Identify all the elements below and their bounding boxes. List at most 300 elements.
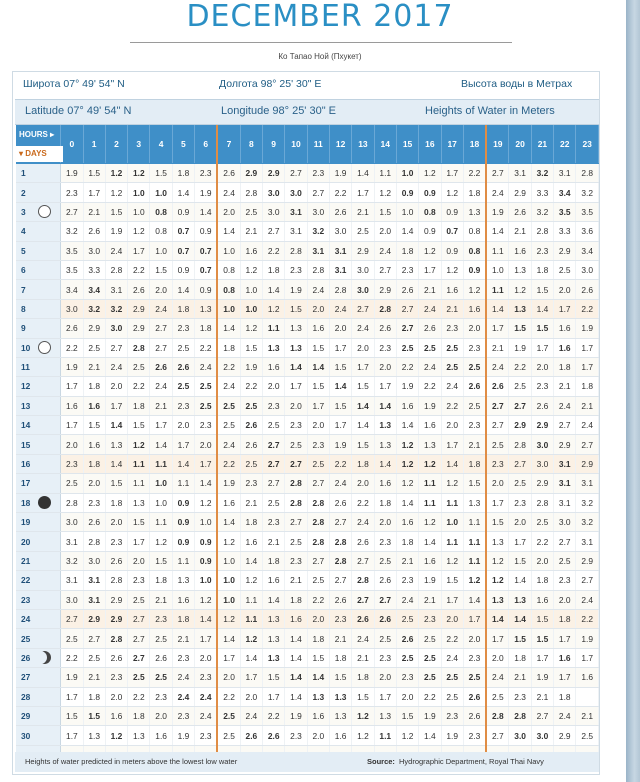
en-longitude: Longitude 98° 25' 30" E xyxy=(221,105,336,117)
height-cell: 1.5 xyxy=(263,668,285,687)
height-cell: 1.6 xyxy=(396,396,418,415)
height-cell: 3.4 xyxy=(554,183,576,202)
height-cell: 2.3 xyxy=(285,551,307,570)
height-cell: 1.8 xyxy=(463,183,486,202)
height-cell: 1.2 xyxy=(240,571,262,590)
day-row-25 xyxy=(16,629,599,648)
height-cell: 1.3 xyxy=(329,706,351,725)
height-cell: 2.3 xyxy=(128,571,150,590)
page-title: DECEMBER 2017 xyxy=(186,0,454,34)
height-cell: 1.2 xyxy=(240,260,262,279)
height-cell: 3.0 xyxy=(554,513,576,532)
height-cell: 2.5 xyxy=(263,416,285,435)
height-cell: 2.9 xyxy=(83,319,105,338)
height-cell: 1.2 xyxy=(396,726,418,745)
height-cell: 1.5 xyxy=(83,416,105,435)
height-cell: 1.4 xyxy=(509,609,531,628)
height-cell: 1.2 xyxy=(441,260,463,279)
day-row-24 xyxy=(16,609,599,628)
height-cell: 2.5 xyxy=(217,396,240,415)
height-cell: 3.0 xyxy=(83,241,105,260)
height-cell: 2.6 xyxy=(172,357,194,376)
height-cell: 2.0 xyxy=(307,416,329,435)
day-label: 20 xyxy=(16,532,61,551)
height-cell: 2.7 xyxy=(486,164,509,183)
height-cell: 2.5 xyxy=(463,668,486,687)
ru-longitude: Долгота 98° 25' 30" E xyxy=(219,78,322,90)
height-cell: 2.5 xyxy=(83,648,105,667)
height-cell: 2.5 xyxy=(441,357,463,376)
height-cell: 1.6 xyxy=(419,551,441,570)
height-cell: 2.9 xyxy=(576,551,599,570)
height-cell: 2.6 xyxy=(105,551,127,570)
height-cell: 1.6 xyxy=(172,590,194,609)
height-cell: 1.5 xyxy=(307,377,329,396)
height-cell: 1.8 xyxy=(329,648,351,667)
height-cell: 1.3 xyxy=(263,338,285,357)
height-cell: 2.1 xyxy=(150,590,172,609)
height-cell: 2.3 xyxy=(195,416,218,435)
height-cell: 2.8 xyxy=(509,706,531,725)
height-cell: 2.0 xyxy=(217,668,240,687)
height-cell: 2.8 xyxy=(352,571,374,590)
height-cell: 2.2 xyxy=(441,629,463,648)
height-cell: 2.4 xyxy=(486,357,509,376)
height-cell: 2.2 xyxy=(463,164,486,183)
height-cell: 1.3 xyxy=(307,687,329,706)
height-cell: 3.0 xyxy=(83,551,105,570)
height-cell: 2.5 xyxy=(172,377,194,396)
height-cell: 1.8 xyxy=(217,338,240,357)
height-cell: 2.6 xyxy=(396,280,418,299)
height-cell: 1.8 xyxy=(396,532,418,551)
height-cell: 2.9 xyxy=(509,416,531,435)
height-cell: 2.3 xyxy=(240,474,262,493)
height-cell: 1.4 xyxy=(509,571,531,590)
height-cell: 2.4 xyxy=(486,668,509,687)
height-cell: 2.8 xyxy=(105,571,127,590)
height-cell: 2.6 xyxy=(240,435,262,454)
first-quarter-moon-icon xyxy=(38,651,51,664)
height-cell: 2.0 xyxy=(374,357,396,376)
height-cell: 1.6 xyxy=(554,648,576,667)
height-cell: 2.5 xyxy=(150,668,172,687)
height-cell: 0.9 xyxy=(463,260,486,279)
height-cell: 2.4 xyxy=(486,183,509,202)
height-cell: 1.4 xyxy=(396,493,418,512)
height-cell: 0.8 xyxy=(463,222,486,241)
height-cell: 2.7 xyxy=(263,435,285,454)
height-cell: 1.1 xyxy=(263,319,285,338)
height-cell: 3.2 xyxy=(531,164,553,183)
height-cell: 1.2 xyxy=(240,629,262,648)
height-cell: 1.3 xyxy=(285,338,307,357)
height-cell: 0.9 xyxy=(172,493,194,512)
height-cell: 1.0 xyxy=(396,202,418,221)
day-label: 1 xyxy=(16,164,61,183)
height-cell: 2.7 xyxy=(329,513,351,532)
height-cell: 2.7 xyxy=(263,454,285,473)
height-cell: 2.1 xyxy=(83,202,105,221)
height-cell: 3.0 xyxy=(352,260,374,279)
height-cell: 2.4 xyxy=(329,299,351,318)
height-cell: 3.3 xyxy=(554,222,576,241)
height-cell: 3.6 xyxy=(576,222,599,241)
height-cell: 1.4 xyxy=(285,668,307,687)
height-cell: 1.4 xyxy=(486,299,509,318)
height-cell: 1.5 xyxy=(531,629,553,648)
height-cell: 1.2 xyxy=(195,493,218,512)
height-cell: 2.9 xyxy=(128,319,150,338)
height-cell: 1.5 xyxy=(531,609,553,628)
height-cell: 2.6 xyxy=(374,571,396,590)
height-cell: 1.2 xyxy=(419,241,441,260)
height-cell: 2.6 xyxy=(463,377,486,396)
height-cell: 1.9 xyxy=(396,377,418,396)
hour-header-8: 8 xyxy=(240,125,262,164)
height-cell: 1.7 xyxy=(128,241,150,260)
height-cell: 2.3 xyxy=(307,435,329,454)
height-cell: 2.6 xyxy=(352,532,374,551)
height-cell: 2.8 xyxy=(285,493,307,512)
height-cell: 2.1 xyxy=(441,299,463,318)
height-cell: 1.7 xyxy=(329,416,351,435)
height-cell: 1.8 xyxy=(83,377,105,396)
height-cell: 2.2 xyxy=(329,454,351,473)
height-cell: 1.9 xyxy=(285,280,307,299)
height-cell: 2.4 xyxy=(329,474,351,493)
day-label: 2 xyxy=(16,183,61,202)
height-cell: 2.0 xyxy=(486,648,509,667)
height-cell: 1.0 xyxy=(217,571,240,590)
height-cell: 2.7 xyxy=(150,319,172,338)
height-cell: 1.5 xyxy=(329,668,351,687)
height-cell: 1.4 xyxy=(195,609,218,628)
day-label: 18 xyxy=(16,493,61,512)
day-row-23 xyxy=(16,590,599,609)
height-cell: 1.7 xyxy=(531,648,553,667)
height-cell: 2.2 xyxy=(128,260,150,279)
height-cell: 0.9 xyxy=(419,183,441,202)
day-label: 5 xyxy=(16,241,61,260)
day-row-26 xyxy=(16,648,599,667)
height-cell: 2.2 xyxy=(396,357,418,376)
height-cell: 2.5 xyxy=(419,338,441,357)
day-label: 4 xyxy=(16,222,61,241)
height-cell: 1.4 xyxy=(486,222,509,241)
height-cell: 2.5 xyxy=(128,668,150,687)
height-cell: 2.6 xyxy=(531,396,553,415)
height-cell: 2.2 xyxy=(128,377,150,396)
hour-header-11: 11 xyxy=(307,125,329,164)
hour-header-7: 7 xyxy=(217,125,240,164)
height-cell: 2.5 xyxy=(128,357,150,376)
height-cell: 1.5 xyxy=(105,474,127,493)
height-cell: 1.7 xyxy=(240,668,262,687)
height-cell: 2.0 xyxy=(463,629,486,648)
height-cell: 2.3 xyxy=(329,609,351,628)
height-cell: 1.5 xyxy=(531,319,553,338)
hour-header-0: 0 xyxy=(61,125,83,164)
height-cell: 2.0 xyxy=(441,416,463,435)
height-cell: 2.4 xyxy=(554,706,576,725)
height-cell: 2.6 xyxy=(128,280,150,299)
height-cell: 1.2 xyxy=(105,183,127,202)
height-cell: 1.5 xyxy=(509,629,531,648)
height-cell: 2.0 xyxy=(195,435,218,454)
height-cell: 1.4 xyxy=(195,474,218,493)
footer-source-label: Source: xyxy=(367,757,395,766)
height-cell: 1.4 xyxy=(217,629,240,648)
height-cell: 2.2 xyxy=(419,377,441,396)
height-cell: 1.1 xyxy=(463,551,486,570)
height-cell: 1.5 xyxy=(83,164,105,183)
height-cell: 3.5 xyxy=(554,202,576,221)
height-cell: 2.3 xyxy=(150,687,172,706)
height-cell: 2.2 xyxy=(217,357,240,376)
height-cell: 2.7 xyxy=(285,513,307,532)
height-cell: 2.4 xyxy=(195,706,218,725)
height-cell: 1.4 xyxy=(285,648,307,667)
height-cell: 2.5 xyxy=(374,629,396,648)
height-cell: 3.2 xyxy=(576,513,599,532)
height-cell: 1.5 xyxy=(531,280,553,299)
height-cell: 2.2 xyxy=(61,648,83,667)
english-coordinates-row xyxy=(15,99,599,125)
height-cell: 2.3 xyxy=(83,493,105,512)
height-cell: 2.4 xyxy=(217,377,240,396)
height-cell: 1.5 xyxy=(105,202,127,221)
height-cell: 2.3 xyxy=(463,648,486,667)
height-cell: 2.1 xyxy=(352,648,374,667)
height-cell: 2.2 xyxy=(576,609,599,628)
height-cell: 1.5 xyxy=(307,338,329,357)
height-cell: 2.1 xyxy=(150,396,172,415)
height-cell: 1.6 xyxy=(441,280,463,299)
height-cell: 1.7 xyxy=(285,377,307,396)
height-cell: 2.5 xyxy=(195,396,218,415)
height-cell: 1.6 xyxy=(531,590,553,609)
height-cell: 1.4 xyxy=(419,726,441,745)
hour-header-6: 6 xyxy=(195,125,218,164)
height-cell: 2.3 xyxy=(531,241,553,260)
height-cell: 1.2 xyxy=(128,164,150,183)
height-cell: 1.9 xyxy=(531,668,553,687)
height-cell: 2.3 xyxy=(172,706,194,725)
height-cell: 0.9 xyxy=(195,532,218,551)
height-cell: 2.8 xyxy=(329,551,351,570)
height-cell: 0.9 xyxy=(195,222,218,241)
height-cell: 1.3 xyxy=(263,629,285,648)
day-row-8 xyxy=(16,299,599,318)
height-cell: 1.7 xyxy=(150,416,172,435)
height-cell: 1.6 xyxy=(61,396,83,415)
height-cell: 1.0 xyxy=(217,241,240,260)
height-cell: 1.0 xyxy=(150,241,172,260)
height-cell: 2.1 xyxy=(83,357,105,376)
height-cell: 2.7 xyxy=(61,609,83,628)
height-cell: 2.8 xyxy=(105,629,127,648)
height-cell: 1.0 xyxy=(240,299,262,318)
height-cell: 1.3 xyxy=(263,648,285,667)
height-cell: 2.1 xyxy=(263,532,285,551)
height-cell: 2.0 xyxy=(217,202,240,221)
height-cell: 2.9 xyxy=(105,609,127,628)
height-cell: 2.5 xyxy=(307,571,329,590)
height-cell: 2.7 xyxy=(531,706,553,725)
height-cell: 1.3 xyxy=(128,726,150,745)
height-cell: 2.4 xyxy=(172,687,194,706)
height-cell: 2.0 xyxy=(105,513,127,532)
height-cell: 1.6 xyxy=(263,357,285,376)
height-cell: 0.9 xyxy=(172,513,194,532)
height-cell: 1.2 xyxy=(419,164,441,183)
height-cell: 1.1 xyxy=(463,532,486,551)
height-cell: 1.6 xyxy=(554,338,576,357)
height-cell: 2.7 xyxy=(263,222,285,241)
height-cell: 1.8 xyxy=(263,260,285,279)
day-label: 15 xyxy=(16,435,61,454)
height-cell: 2.7 xyxy=(352,551,374,570)
hour-header-15: 15 xyxy=(396,125,418,164)
height-cell: 1.9 xyxy=(329,435,351,454)
height-cell: 1.1 xyxy=(486,241,509,260)
height-cell: 1.0 xyxy=(217,299,240,318)
height-cell: 1.2 xyxy=(240,319,262,338)
height-cell: 1.1 xyxy=(172,551,194,570)
height-cell: 1.6 xyxy=(329,726,351,745)
height-cell: 2.0 xyxy=(463,319,486,338)
height-cell xyxy=(576,687,599,706)
height-cell: 1.2 xyxy=(374,183,396,202)
height-cell: 1.7 xyxy=(105,396,127,415)
height-cell: 1.9 xyxy=(61,668,83,687)
height-cell: 2.5 xyxy=(240,202,262,221)
height-cell: 2.1 xyxy=(419,590,441,609)
height-cell: 2.7 xyxy=(576,435,599,454)
height-cell: 2.5 xyxy=(554,551,576,570)
height-cell: 1.2 xyxy=(441,474,463,493)
height-cell: 2.4 xyxy=(554,396,576,415)
height-cell: 1.7 xyxy=(576,648,599,667)
height-cell: 1.7 xyxy=(329,338,351,357)
hour-header-20: 20 xyxy=(509,125,531,164)
height-cell: 2.5 xyxy=(128,590,150,609)
height-cell: 2.2 xyxy=(531,532,553,551)
height-cell: 2.6 xyxy=(263,726,285,745)
height-cell: 2.3 xyxy=(263,513,285,532)
height-cell: 1.8 xyxy=(285,590,307,609)
height-cell: 1.1 xyxy=(419,493,441,512)
height-cell: 1.8 xyxy=(172,164,194,183)
height-cell: 2.5 xyxy=(307,454,329,473)
height-cell: 1.9 xyxy=(576,629,599,648)
day-row-2 xyxy=(16,183,599,202)
height-cell: 2.4 xyxy=(352,513,374,532)
hours-label: HOURS ▸ xyxy=(19,130,55,139)
height-cell: 2.1 xyxy=(509,668,531,687)
height-cell: 3.4 xyxy=(576,241,599,260)
height-cell: 1.3 xyxy=(509,590,531,609)
height-cell: 2.1 xyxy=(463,435,486,454)
height-cell: 2.8 xyxy=(105,260,127,279)
height-cell: 2.2 xyxy=(576,299,599,318)
height-cell: 2.5 xyxy=(374,551,396,570)
height-cell: 3.4 xyxy=(61,280,83,299)
hour-header-12: 12 xyxy=(329,125,351,164)
height-cell: 1.6 xyxy=(396,513,418,532)
height-cell: 3.0 xyxy=(509,726,531,745)
height-cell: 2.7 xyxy=(509,454,531,473)
height-cell: 3.5 xyxy=(576,202,599,221)
height-cell: 2.6 xyxy=(463,687,486,706)
height-cell: 2.9 xyxy=(531,416,553,435)
height-cell: 2.7 xyxy=(307,551,329,570)
day-row-28 xyxy=(16,687,599,706)
day-label: 14 xyxy=(16,416,61,435)
height-cell: 2.0 xyxy=(61,435,83,454)
height-cell: 1.9 xyxy=(486,202,509,221)
height-cell: 1.2 xyxy=(419,454,441,473)
height-cell: 1.3 xyxy=(329,687,351,706)
height-cell: 2.1 xyxy=(554,377,576,396)
height-cell: 1.2 xyxy=(396,474,418,493)
height-cell: 1.8 xyxy=(554,357,576,376)
height-cell: 1.7 xyxy=(352,357,374,376)
height-cell: 2.2 xyxy=(217,687,240,706)
side-decoration-bar xyxy=(626,0,640,782)
height-cell: 2.7 xyxy=(263,474,285,493)
height-cell: 2.3 xyxy=(307,164,329,183)
height-cell: 2.3 xyxy=(396,571,418,590)
height-cell: 2.3 xyxy=(195,668,218,687)
day-label: 28 xyxy=(16,687,61,706)
height-cell: 2.1 xyxy=(419,280,441,299)
height-cell: 1.0 xyxy=(240,280,262,299)
height-cell: 3.0 xyxy=(352,280,374,299)
height-cell: 1.3 xyxy=(374,435,396,454)
height-cell: 1.0 xyxy=(217,590,240,609)
height-cell: 1.9 xyxy=(329,164,351,183)
height-cell: 2.6 xyxy=(486,377,509,396)
height-cell: 2.3 xyxy=(374,338,396,357)
height-cell: 1.5 xyxy=(83,706,105,725)
height-cell: 2.5 xyxy=(172,338,194,357)
height-cell: 1.7 xyxy=(195,629,218,648)
height-cell: 2.4 xyxy=(105,241,127,260)
height-cell: 1.5 xyxy=(374,202,396,221)
height-cell: 3.0 xyxy=(329,222,351,241)
height-cell: 1.3 xyxy=(128,493,150,512)
height-cell: 2.8 xyxy=(329,280,351,299)
height-cell: 2.6 xyxy=(329,590,351,609)
height-cell: 1.5 xyxy=(61,706,83,725)
height-cell: 1.4 xyxy=(217,222,240,241)
height-cell: 2.7 xyxy=(150,338,172,357)
height-cell: 3.1 xyxy=(509,164,531,183)
height-cell: 2.3 xyxy=(486,454,509,473)
height-cell: 3.0 xyxy=(307,202,329,221)
height-cell: 1.9 xyxy=(61,357,83,376)
height-cell: 3.2 xyxy=(61,222,83,241)
height-cell: 2.2 xyxy=(263,706,285,725)
height-cell: 2.7 xyxy=(128,609,150,628)
height-cell: 1.7 xyxy=(61,726,83,745)
height-cell: 1.7 xyxy=(441,590,463,609)
height-cell: 2.9 xyxy=(554,726,576,745)
day-label: 24 xyxy=(16,609,61,628)
height-cell: 2.1 xyxy=(83,668,105,687)
